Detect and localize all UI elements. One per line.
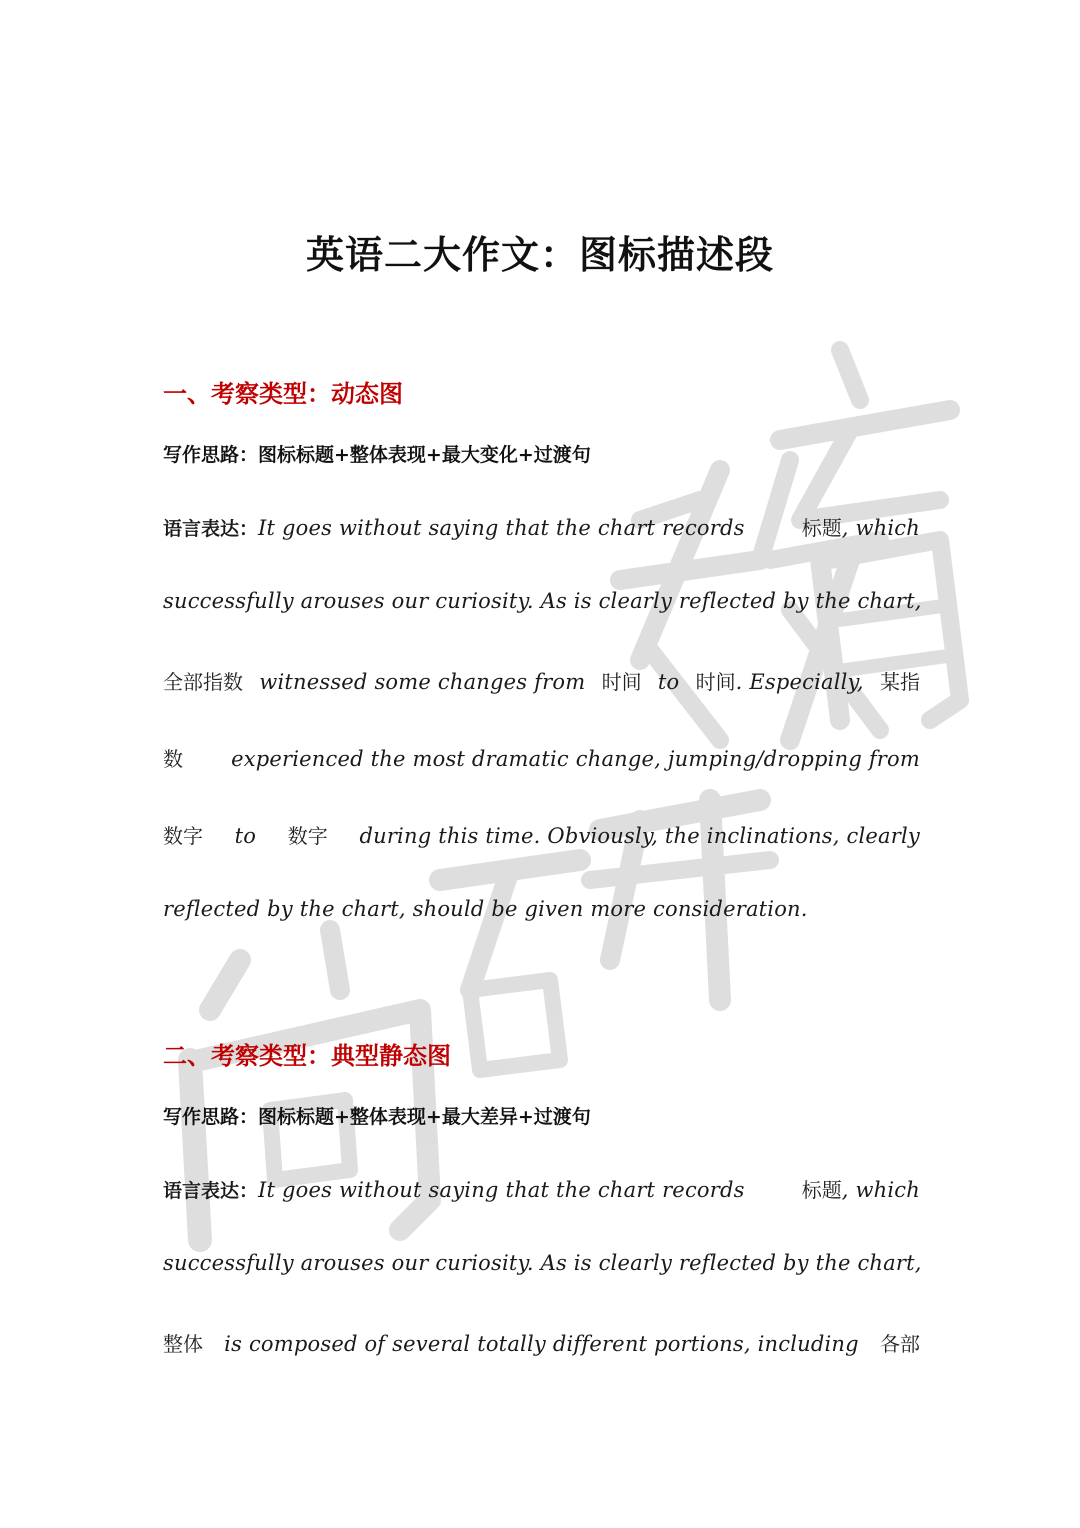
text-span: is composed of several totally different portions, including [224,1332,859,1356]
expression-label: 语言表达： [163,1180,259,1202]
expression-line-lead [163,514,745,541]
section-heading-1: 一、考察类型：动态图 [163,379,403,408]
writing-idea-2 [163,1102,591,1129]
expression-line [163,820,920,854]
text-span: to [657,670,680,694]
text-span: reflected by the chart, should be given more consideration. [163,897,808,921]
text-span: successfully arouses our curiosity. As is clearly reflected by the chart, [163,1251,922,1275]
text-span: successfully arouses our curiosity. As is clearly reflected by the chart, [163,589,922,613]
placeholder-span: 数字 [163,824,203,848]
text-span: , which [841,1178,920,1202]
writing-idea-1 [163,440,591,467]
expression-line-tail [696,666,864,695]
writing-idea-text: 图标标题+整体表现+最大差异+过渡句 [258,1106,591,1128]
expression-line [163,666,920,700]
placeholder-span: 时间 [601,670,642,694]
text-span: during this time. Obviously, the inclinations, clearly [359,824,920,848]
placeholder-span: 某指 [879,670,920,694]
placeholder-span: 标题 [801,516,842,540]
writing-idea-label: 写作思路： [163,1106,259,1128]
expression-line [163,589,920,623]
expression-line [163,1328,920,1362]
expression-line [163,897,920,931]
section-heading-2: 二、考察类型：典型静态图 [163,1041,451,1070]
expression-line-tail [802,1174,920,1203]
placeholder-span: 各部 [879,1332,920,1356]
page-title: 英语二大作文：图标描述段 [305,232,774,277]
placeholder-span: 标题 [801,1178,842,1202]
text-span: It goes without saying that the chart records [258,1178,745,1202]
placeholder-span: 整体 [163,1332,203,1356]
text-span: It goes without saying that the chart records [258,516,745,540]
expression-line-lead [163,1176,745,1203]
placeholder-span: 数 [163,747,183,771]
expression-line-tail [802,512,920,541]
expression-label: 语言表达： [163,518,259,540]
writing-idea-label: 写作思路： [163,444,259,466]
placeholder-span: 全部指数 [163,670,243,694]
text-span: . Especially, [735,670,864,694]
text-span: experienced the most dramatic change, jumping/dropping from [231,747,920,771]
text-span: witnessed some changes from [259,670,586,694]
writing-idea-text: 图标标题+整体表现+最大变化+过渡句 [258,444,591,466]
text-span: to [234,824,257,848]
expression-line [163,1251,920,1285]
placeholder-span: 数字 [287,824,328,848]
text-span: , which [841,516,920,540]
expression-line [163,1174,920,1208]
expression-line [163,512,920,546]
expression-line [163,743,920,777]
placeholder-span: 时间 [695,670,736,694]
